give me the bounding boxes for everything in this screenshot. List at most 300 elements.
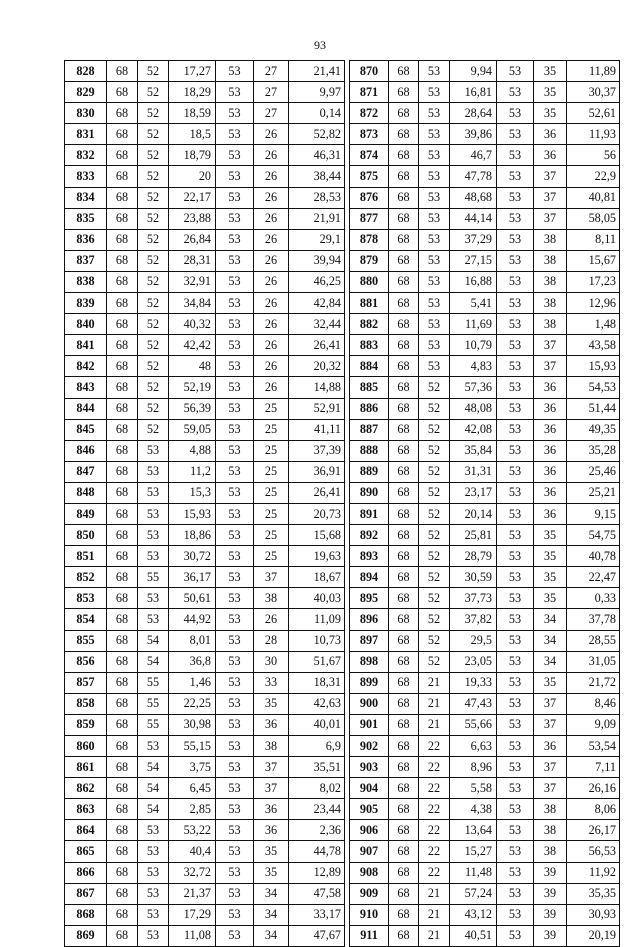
cell: 53 (497, 883, 534, 904)
point-number-cell: 905 (350, 799, 389, 820)
cell: 53 (497, 904, 534, 925)
cell: 53 (216, 904, 254, 925)
cell: 50,61 (169, 588, 216, 609)
cell: 68 (389, 398, 419, 419)
cell: 8,11 (567, 229, 620, 250)
table-row (65, 820, 345, 841)
cell: 35,84 (450, 440, 497, 461)
point-number-cell: 892 (350, 525, 389, 546)
cell: 11,92 (567, 862, 620, 883)
point-number-cell: 848 (65, 482, 107, 503)
cell: 53 (216, 271, 254, 292)
point-number-cell: 888 (350, 440, 389, 461)
cell: 68 (389, 567, 419, 588)
cell: 22 (419, 862, 450, 883)
cell: 20,19 (567, 925, 620, 946)
cell: 36 (534, 461, 567, 482)
cell: 40,03 (289, 588, 345, 609)
cell: 35 (254, 841, 289, 862)
cell: 55 (138, 714, 169, 735)
table-row (65, 377, 345, 398)
cell: 68 (389, 799, 419, 820)
point-number-cell: 834 (65, 187, 107, 208)
point-number-cell: 831 (65, 124, 107, 145)
cell: 53 (216, 61, 254, 82)
cell: 9,94 (450, 61, 497, 82)
table-row (65, 271, 345, 292)
cell: 52 (138, 61, 169, 82)
point-number-cell: 893 (350, 546, 389, 567)
table-row (350, 799, 620, 820)
cell: 38 (254, 736, 289, 757)
cell: 52 (419, 503, 450, 524)
cell: 53 (419, 229, 450, 250)
cell: 38 (534, 820, 567, 841)
cell: 53 (216, 440, 254, 461)
cell: 1,48 (567, 314, 620, 335)
cell: 68 (107, 124, 138, 145)
cell: 53 (216, 377, 254, 398)
point-number-cell: 884 (350, 356, 389, 377)
cell: 25 (254, 419, 289, 440)
table-row (350, 925, 620, 946)
cell: 14,88 (289, 377, 345, 398)
cell: 68 (107, 440, 138, 461)
cell: 26 (254, 229, 289, 250)
cell: 55,15 (169, 736, 216, 757)
cell: 53 (138, 925, 169, 946)
cell: 53 (216, 356, 254, 377)
cell: 55 (138, 693, 169, 714)
point-number-cell: 847 (65, 461, 107, 482)
point-number-cell: 859 (65, 714, 107, 735)
point-number-cell: 906 (350, 820, 389, 841)
point-number-cell: 877 (350, 208, 389, 229)
cell: 52 (419, 609, 450, 630)
cell: 48 (169, 356, 216, 377)
cell: 53 (497, 925, 534, 946)
cell: 52 (419, 398, 450, 419)
cell: 53 (216, 567, 254, 588)
cell: 53 (497, 588, 534, 609)
cell: 68 (389, 250, 419, 271)
cell: 52,91 (289, 398, 345, 419)
cell: 68 (107, 208, 138, 229)
point-number-cell: 843 (65, 377, 107, 398)
table-row (350, 250, 620, 271)
cell: 53 (216, 398, 254, 419)
cell: 53 (497, 736, 534, 757)
cell: 11,48 (450, 862, 497, 883)
cell: 28,55 (567, 630, 620, 651)
table-row (350, 314, 620, 335)
cell: 68 (107, 757, 138, 778)
point-number-cell: 890 (350, 482, 389, 503)
table-row (350, 482, 620, 503)
cell: 68 (389, 187, 419, 208)
point-number-cell: 837 (65, 250, 107, 271)
point-number-cell: 865 (65, 841, 107, 862)
cell: 53 (497, 482, 534, 503)
point-number-cell: 852 (65, 567, 107, 588)
cell: 41,11 (289, 419, 345, 440)
cell: 54 (138, 799, 169, 820)
cell: 53 (216, 651, 254, 672)
cell: 52 (138, 250, 169, 271)
cell: 68 (107, 904, 138, 925)
cell: 36 (534, 440, 567, 461)
cell: 47,78 (450, 166, 497, 187)
cell: 53 (216, 883, 254, 904)
cell: 21 (419, 925, 450, 946)
cell: 38 (534, 314, 567, 335)
cell: 68 (107, 714, 138, 735)
cell: 68 (107, 820, 138, 841)
cell: 68 (389, 525, 419, 546)
cell: 68 (107, 82, 138, 103)
cell: 47,67 (289, 925, 345, 946)
cell: 53 (216, 925, 254, 946)
point-number-cell: 854 (65, 609, 107, 630)
cell: 46,7 (450, 145, 497, 166)
cell: 68 (389, 482, 419, 503)
point-number-cell: 845 (65, 419, 107, 440)
cell: 25 (254, 482, 289, 503)
cell: 35 (534, 525, 567, 546)
cell: 53 (216, 124, 254, 145)
table-row (350, 124, 620, 145)
cell: 68 (107, 335, 138, 356)
cell: 39,94 (289, 250, 345, 271)
cell: 0,33 (567, 588, 620, 609)
cell: 32,44 (289, 314, 345, 335)
cell: 34 (534, 630, 567, 651)
cell: 53 (216, 335, 254, 356)
cell: 25 (254, 525, 289, 546)
point-number-cell: 863 (65, 799, 107, 820)
cell: 68 (107, 145, 138, 166)
cell: 38 (534, 799, 567, 820)
cell: 53 (419, 271, 450, 292)
table-row (65, 356, 345, 377)
table-row (350, 335, 620, 356)
cell: 68 (107, 482, 138, 503)
cell: 68 (107, 419, 138, 440)
table-row (350, 440, 620, 461)
table-row (350, 904, 620, 925)
cell: 68 (389, 314, 419, 335)
table-row (350, 103, 620, 124)
cell: 52 (419, 546, 450, 567)
point-number-cell: 828 (65, 61, 107, 82)
cell: 56 (567, 145, 620, 166)
cell: 52 (138, 82, 169, 103)
cell: 0,14 (289, 103, 345, 124)
cell: 68 (389, 208, 419, 229)
cell: 53 (216, 250, 254, 271)
cell: 44,14 (450, 208, 497, 229)
cell: 68 (389, 440, 419, 461)
table-row (350, 567, 620, 588)
cell: 68 (389, 377, 419, 398)
cell: 68 (389, 736, 419, 757)
cell: 36 (534, 736, 567, 757)
cell: 26,16 (567, 778, 620, 799)
cell: 68 (107, 293, 138, 314)
table-row (65, 398, 345, 419)
cell: 68 (389, 271, 419, 292)
point-number-cell: 896 (350, 609, 389, 630)
cell: 11,09 (289, 609, 345, 630)
point-number-cell: 829 (65, 82, 107, 103)
cell: 53 (497, 820, 534, 841)
cell: 22,9 (567, 166, 620, 187)
cell: 53 (419, 124, 450, 145)
cell: 52 (419, 377, 450, 398)
cell: 52 (138, 377, 169, 398)
cell: 68 (107, 61, 138, 82)
cell: 53 (216, 314, 254, 335)
cell: 68 (389, 503, 419, 524)
cell: 68 (107, 883, 138, 904)
cell: 53 (216, 145, 254, 166)
cell: 53 (216, 82, 254, 103)
cell: 51,44 (567, 398, 620, 419)
cell: 68 (107, 609, 138, 630)
cell: 44,78 (289, 841, 345, 862)
cell: 53 (497, 229, 534, 250)
cell: 53 (138, 546, 169, 567)
cell: 25 (254, 398, 289, 419)
cell: 53 (497, 651, 534, 672)
cell: 68 (389, 630, 419, 651)
cell: 53 (497, 778, 534, 799)
cell: 68 (107, 103, 138, 124)
point-number-cell: 842 (65, 356, 107, 377)
cell: 25,46 (567, 461, 620, 482)
point-number-cell: 874 (350, 145, 389, 166)
cell: 54 (138, 630, 169, 651)
cell: 53 (497, 61, 534, 82)
table-row (65, 461, 345, 482)
cell: 53 (216, 166, 254, 187)
cell: 52 (138, 145, 169, 166)
point-number-cell: 894 (350, 567, 389, 588)
cell: 28 (254, 630, 289, 651)
cell: 53 (138, 503, 169, 524)
cell: 42,63 (289, 693, 345, 714)
cell: 58,05 (567, 208, 620, 229)
table-row (65, 672, 345, 693)
cell: 68 (389, 862, 419, 883)
cell: 37,82 (450, 609, 497, 630)
cell: 53 (497, 250, 534, 271)
point-number-cell: 846 (65, 440, 107, 461)
cell: 42,08 (450, 419, 497, 440)
table-row (350, 525, 620, 546)
cell: 17,23 (567, 271, 620, 292)
point-number-cell: 832 (65, 145, 107, 166)
cell: 53 (216, 714, 254, 735)
cell: 11,2 (169, 461, 216, 482)
cell: 32,72 (169, 862, 216, 883)
cell: 68 (389, 335, 419, 356)
cell: 53 (419, 250, 450, 271)
cell: 53 (419, 293, 450, 314)
table-row (350, 82, 620, 103)
point-number-cell: 881 (350, 293, 389, 314)
table-row (65, 229, 345, 250)
cell: 68 (107, 567, 138, 588)
cell: 26 (254, 124, 289, 145)
cell: 53 (138, 883, 169, 904)
cell: 37,29 (450, 229, 497, 250)
table-row (65, 61, 345, 82)
cell: 68 (389, 229, 419, 250)
cell: 53 (497, 630, 534, 651)
cell: 52 (419, 630, 450, 651)
table-row (350, 61, 620, 82)
cell: 36,17 (169, 567, 216, 588)
point-number-cell: 886 (350, 398, 389, 419)
cell: 46,25 (289, 271, 345, 292)
table-row (65, 166, 345, 187)
cell: 68 (389, 103, 419, 124)
cell: 39,86 (450, 124, 497, 145)
point-number-cell: 844 (65, 398, 107, 419)
table-row (65, 250, 345, 271)
cell: 53 (419, 335, 450, 356)
cell: 40,78 (567, 546, 620, 567)
cell: 68 (107, 356, 138, 377)
table-row (350, 208, 620, 229)
cell: 53 (138, 440, 169, 461)
cell: 68 (389, 546, 419, 567)
cell: 37 (254, 567, 289, 588)
cell: 35 (534, 567, 567, 588)
cell: 53 (419, 314, 450, 335)
cell: 68 (107, 250, 138, 271)
point-number-cell: 872 (350, 103, 389, 124)
cell: 53 (497, 145, 534, 166)
table-row (65, 588, 345, 609)
cell: 68 (389, 609, 419, 630)
cell: 54 (138, 651, 169, 672)
cell: 2,85 (169, 799, 216, 820)
cell: 43,12 (450, 904, 497, 925)
cell: 21,91 (289, 208, 345, 229)
cell: 53 (138, 841, 169, 862)
point-number-cell: 880 (350, 271, 389, 292)
cell: 52 (138, 293, 169, 314)
table-row (65, 693, 345, 714)
cell: 53 (497, 757, 534, 778)
cell: 52 (419, 461, 450, 482)
table-row (65, 208, 345, 229)
cell: 57,36 (450, 377, 497, 398)
cell: 53 (497, 356, 534, 377)
cell: 53 (216, 799, 254, 820)
point-number-cell: 869 (65, 925, 107, 946)
cell: 34 (534, 651, 567, 672)
cell: 37 (534, 693, 567, 714)
table-row (350, 503, 620, 524)
cell: 26 (254, 208, 289, 229)
table-row (350, 820, 620, 841)
cell: 53 (138, 461, 169, 482)
cell: 34,84 (169, 293, 216, 314)
table-row (350, 883, 620, 904)
cell: 35 (534, 546, 567, 567)
cell: 53 (216, 208, 254, 229)
cell: 53 (497, 166, 534, 187)
cell: 53 (497, 419, 534, 440)
cell: 21 (419, 714, 450, 735)
point-number-cell: 855 (65, 630, 107, 651)
table-row (65, 567, 345, 588)
cell: 30 (254, 651, 289, 672)
cell: 28,64 (450, 103, 497, 124)
cell: 19,63 (289, 546, 345, 567)
cell: 33 (254, 672, 289, 693)
point-number-cell: 833 (65, 166, 107, 187)
cell: 28,53 (289, 187, 345, 208)
cell: 40,01 (289, 714, 345, 735)
cell: 30,37 (567, 82, 620, 103)
cell: 35,35 (567, 883, 620, 904)
cell: 53,54 (567, 736, 620, 757)
cell: 38 (534, 841, 567, 862)
point-number-cell: 868 (65, 904, 107, 925)
cell: 49,35 (567, 419, 620, 440)
cell: 37 (254, 757, 289, 778)
cell: 56,53 (567, 841, 620, 862)
cell: 29,5 (450, 630, 497, 651)
cell: 68 (389, 651, 419, 672)
cell: 9,15 (567, 503, 620, 524)
cell: 56,39 (169, 398, 216, 419)
table-row (65, 736, 345, 757)
cell: 27 (254, 103, 289, 124)
cell: 6,63 (450, 736, 497, 757)
cell: 53 (497, 440, 534, 461)
cell: 68 (107, 525, 138, 546)
cell: 25,81 (450, 525, 497, 546)
cell: 68 (389, 461, 419, 482)
cell: 52 (138, 103, 169, 124)
cell: 35 (534, 82, 567, 103)
cell: 40,4 (169, 841, 216, 862)
point-number-cell: 904 (350, 778, 389, 799)
cell: 52 (138, 124, 169, 145)
cell: 36 (534, 482, 567, 503)
cell: 35 (254, 862, 289, 883)
cell: 55 (138, 567, 169, 588)
table-row (350, 714, 620, 735)
cell: 68 (389, 714, 419, 735)
table-row (350, 630, 620, 651)
cell: 4,38 (450, 799, 497, 820)
point-number-cell: 903 (350, 757, 389, 778)
cell: 57,24 (450, 883, 497, 904)
cell: 22,25 (169, 693, 216, 714)
cell: 53 (419, 103, 450, 124)
cell: 40,32 (169, 314, 216, 335)
cell: 68 (389, 672, 419, 693)
cell: 53 (216, 482, 254, 503)
cell: 37 (534, 778, 567, 799)
cell: 68 (107, 546, 138, 567)
